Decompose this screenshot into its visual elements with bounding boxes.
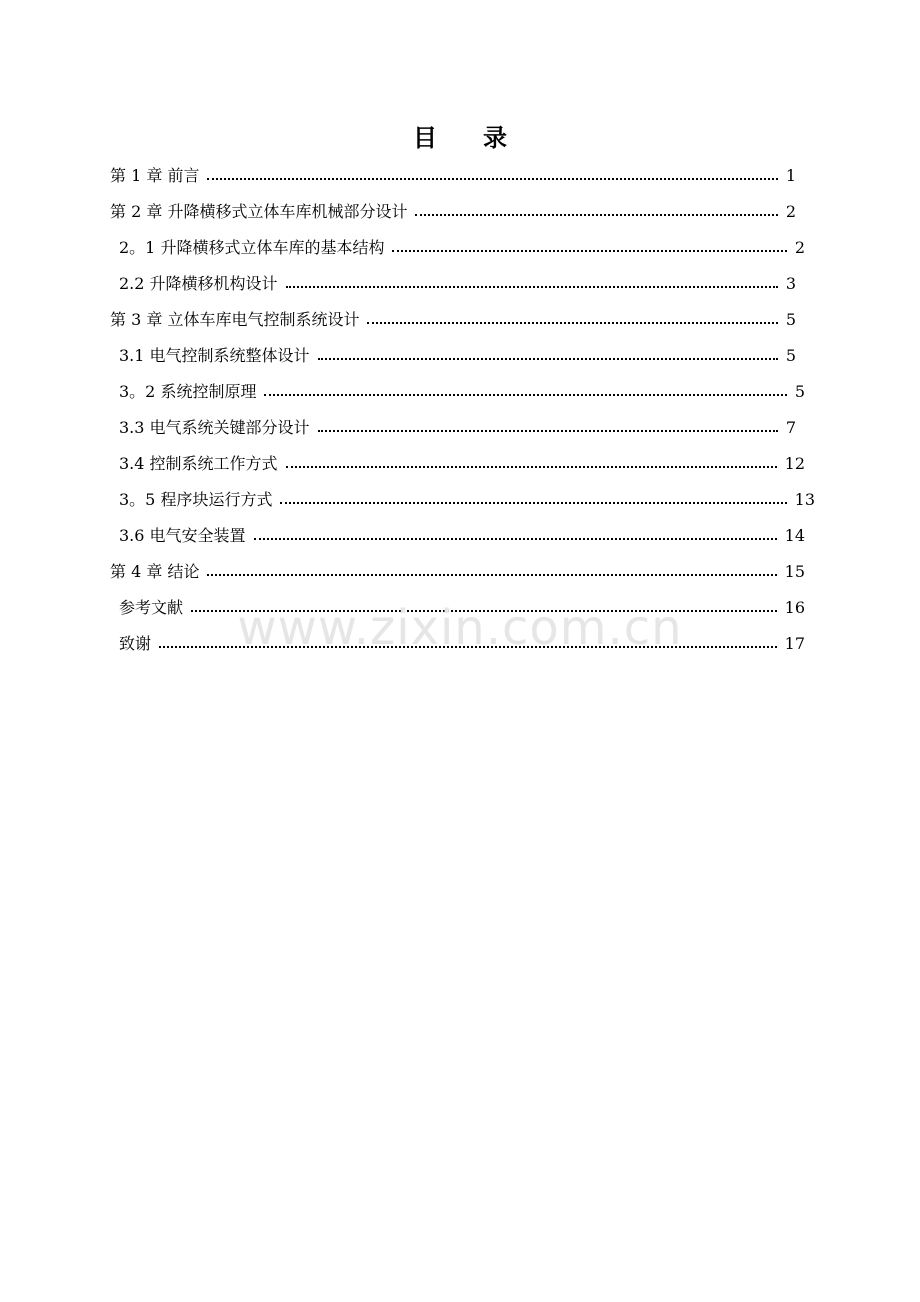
toc-leader-dots bbox=[159, 644, 777, 648]
toc-leader-dots bbox=[318, 428, 778, 432]
toc-leader-dots bbox=[264, 392, 786, 396]
toc-entry-label: 3.4 控制系统工作方式 bbox=[119, 454, 278, 473]
toc-entry[interactable] bbox=[119, 266, 796, 302]
toc-entry[interactable] bbox=[119, 374, 805, 410]
toc-entry-page: 2 bbox=[785, 202, 796, 221]
toc-leader-dots bbox=[280, 500, 786, 504]
toc-leader-dots bbox=[286, 284, 778, 288]
toc-entry-label: 第 3 章 立体车库电气控制系统设计 bbox=[110, 310, 360, 329]
toc-entry-page: 5 bbox=[785, 310, 796, 329]
toc-entry-page: 16 bbox=[784, 598, 805, 617]
toc-entry[interactable] bbox=[119, 338, 796, 374]
toc-entry-page: 2 bbox=[794, 238, 805, 257]
toc-title-left: 目 bbox=[413, 124, 437, 152]
toc-leader-dots bbox=[392, 248, 786, 252]
toc-entry-page: 5 bbox=[785, 346, 796, 365]
toc-entry-page: 13 bbox=[794, 490, 815, 509]
toc-leader-dots bbox=[254, 536, 777, 540]
toc-entry-label: 3.3 电气系统关键部分设计 bbox=[119, 418, 310, 437]
toc-entry[interactable] bbox=[110, 554, 805, 590]
toc-entry-label: 致谢 bbox=[119, 634, 152, 653]
toc-entry-page: 7 bbox=[785, 418, 796, 437]
toc-leader-dots bbox=[415, 212, 777, 216]
toc-leader-dots bbox=[191, 608, 777, 612]
toc-entry-page: 12 bbox=[784, 454, 805, 473]
toc-entry[interactable] bbox=[119, 482, 815, 518]
toc-title bbox=[0, 118, 920, 153]
toc-leader-dots bbox=[286, 464, 777, 468]
toc-entry[interactable] bbox=[119, 590, 805, 626]
toc-entry-label: 参考文献 bbox=[119, 598, 184, 617]
toc-entry[interactable] bbox=[119, 410, 796, 446]
toc-title-right: 录 bbox=[483, 124, 507, 152]
toc-entry-page: 3 bbox=[785, 274, 796, 293]
toc-entry[interactable] bbox=[110, 302, 796, 338]
toc-entry-label: 第 2 章 升降横移式立体车库机械部分设计 bbox=[110, 202, 408, 221]
watermark-text: www.zixin.com.cn bbox=[237, 600, 683, 656]
toc-entry-label: 3.6 电气安全装置 bbox=[119, 526, 246, 545]
toc-entry-label: 第 1 章 前言 bbox=[110, 166, 200, 185]
toc-entry-label: 2.2 升降横移机构设计 bbox=[119, 274, 278, 293]
toc-entry-page: 17 bbox=[784, 634, 805, 653]
toc-entry-label: 3。5 程序块运行方式 bbox=[119, 490, 273, 509]
toc-entry[interactable] bbox=[119, 446, 805, 482]
toc-entry-page: 5 bbox=[794, 382, 805, 401]
toc-entry-page: 15 bbox=[784, 562, 805, 581]
toc-leader-dots bbox=[207, 176, 777, 180]
toc-entry-page: 1 bbox=[785, 166, 796, 185]
toc-entry[interactable] bbox=[110, 194, 796, 230]
toc-entry[interactable] bbox=[119, 230, 805, 266]
toc-entry[interactable] bbox=[110, 158, 796, 194]
toc-entry[interactable] bbox=[119, 518, 805, 554]
toc-entry-label: 3。2 系统控制原理 bbox=[119, 382, 257, 401]
toc-entry-label: 2。1 升降横移式立体车库的基本结构 bbox=[119, 238, 385, 257]
toc-entry-label: 3.1 电气控制系统整体设计 bbox=[119, 346, 310, 365]
toc-entry[interactable] bbox=[119, 626, 805, 662]
toc-leader-dots bbox=[318, 356, 778, 360]
toc-entry-page: 14 bbox=[784, 526, 805, 545]
toc-leader-dots bbox=[207, 572, 776, 576]
toc-entry-label: 第 4 章 结论 bbox=[110, 562, 200, 581]
toc-leader-dots bbox=[367, 320, 777, 324]
